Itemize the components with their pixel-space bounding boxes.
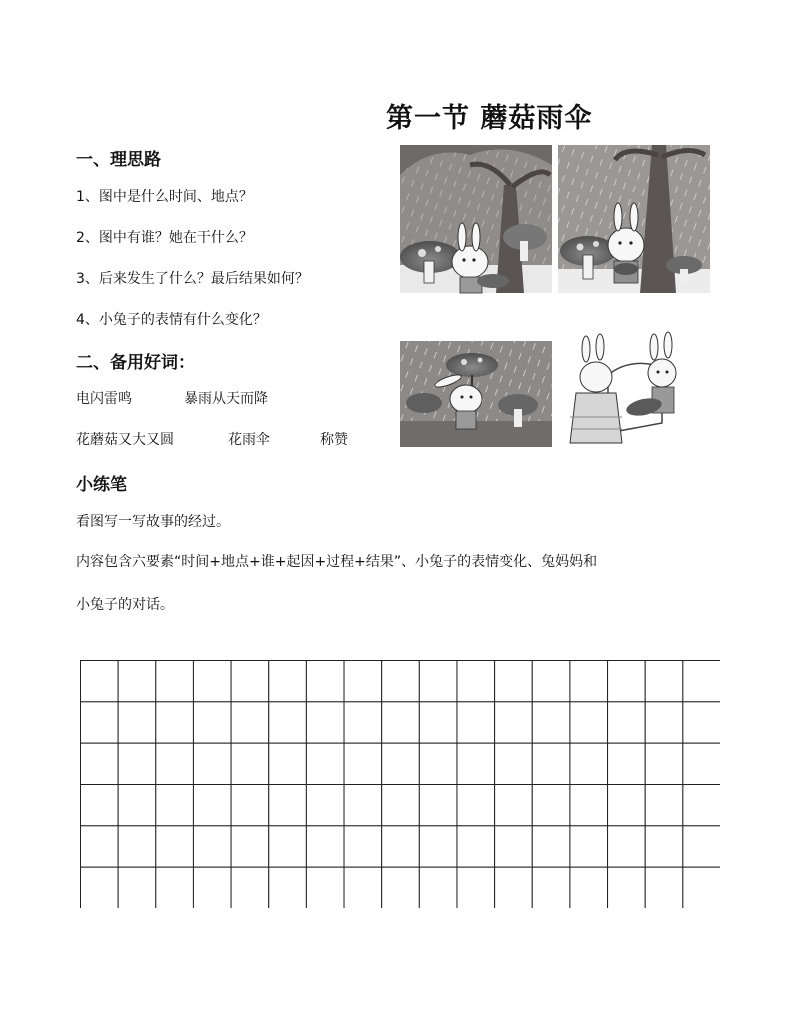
writing-grid-cell[interactable] [344, 867, 382, 908]
writing-grid-cell[interactable] [382, 867, 420, 908]
section-heading-vocabulary: 二、备用好词： [76, 353, 195, 373]
writing-grid-cell[interactable] [193, 702, 231, 743]
writing-grid-cell[interactable] [495, 785, 533, 826]
writing-grid-cell[interactable] [382, 661, 420, 702]
panel-mother-and-rabbit [558, 332, 710, 447]
writing-grid-cell[interactable] [306, 826, 344, 867]
writing-grid-cell[interactable] [570, 826, 608, 867]
writing-grid-cell[interactable] [306, 785, 344, 826]
vocab-word-5: 称赞 [320, 432, 348, 448]
practice-instruction: 看图写一写故事的经过。 [76, 514, 230, 530]
writing-grid-cell[interactable] [532, 661, 570, 702]
writing-grid-cell[interactable] [231, 867, 269, 908]
writing-grid-cell[interactable] [156, 867, 194, 908]
writing-grid-cell[interactable] [81, 785, 119, 826]
writing-grid-cell[interactable] [193, 743, 231, 784]
writing-grid-cell[interactable] [495, 867, 533, 908]
vocab-word-1: 电闪雷鸣 [76, 391, 132, 407]
writing-grid-cell[interactable] [344, 661, 382, 702]
writing-grid-cell[interactable] [532, 785, 570, 826]
writing-grid-cell[interactable] [156, 785, 194, 826]
writing-grid-cell[interactable] [231, 661, 269, 702]
writing-grid-cell[interactable] [156, 743, 194, 784]
writing-grid-cell[interactable] [269, 867, 307, 908]
writing-grid-cell[interactable] [269, 743, 307, 784]
writing-grid-cell[interactable] [608, 661, 646, 702]
writing-grid-cell[interactable] [683, 826, 720, 867]
writing-grid-cell[interactable] [495, 826, 533, 867]
question-1: 1、图中是什么时间、地点？ [76, 189, 253, 205]
writing-grid-cell[interactable] [118, 867, 156, 908]
question-3: 3、后来发生了什么？最后结果如何？ [76, 271, 309, 287]
writing-grid-cell[interactable] [683, 785, 720, 826]
writing-grid-cell[interactable] [570, 785, 608, 826]
writing-grid-cell[interactable] [645, 743, 683, 784]
writing-grid-cell[interactable] [495, 661, 533, 702]
writing-grid-cell[interactable] [344, 826, 382, 867]
writing-grid-cell[interactable] [231, 785, 269, 826]
writing-grid-cell[interactable] [344, 702, 382, 743]
vocab-word-2: 暴雨从天而降 [184, 391, 268, 407]
writing-grid-cell[interactable] [306, 661, 344, 702]
story-illustration [400, 145, 710, 447]
writing-grid-cell[interactable] [532, 826, 570, 867]
writing-grid-cell[interactable] [419, 785, 457, 826]
page-title: 第一节 蘑菇雨伞 [386, 103, 593, 134]
writing-grid-cell[interactable] [156, 702, 194, 743]
writing-grid-cell[interactable] [570, 867, 608, 908]
writing-grid-cell[interactable] [382, 743, 420, 784]
writing-grid-cell[interactable] [457, 661, 495, 702]
writing-grid-cell[interactable] [457, 785, 495, 826]
writing-grid-cell[interactable] [231, 702, 269, 743]
writing-grid-cell[interactable] [269, 826, 307, 867]
writing-grid-cell[interactable] [193, 826, 231, 867]
writing-grid-cell[interactable] [306, 867, 344, 908]
writing-grid-cell[interactable] [419, 702, 457, 743]
panel-rabbit-in-rain [558, 145, 710, 293]
writing-grid-cell[interactable] [118, 702, 156, 743]
section-heading-practice: 小练笔 [76, 475, 127, 495]
writing-grid-cell[interactable] [156, 661, 194, 702]
writing-grid-cell[interactable] [231, 743, 269, 784]
writing-grid-cell[interactable] [419, 867, 457, 908]
vocab-word-3: 花蘑菇又大又圆 [76, 432, 174, 448]
writing-grid-cell[interactable] [645, 702, 683, 743]
writing-grid-cell[interactable] [269, 661, 307, 702]
writing-grid-cell[interactable] [457, 743, 495, 784]
section-heading-outline: 一、理思路 [76, 150, 161, 170]
writing-grid-cell[interactable] [118, 661, 156, 702]
writing-grid-cell[interactable] [306, 743, 344, 784]
writing-grid-cell[interactable] [269, 785, 307, 826]
writing-grid-cell[interactable] [608, 743, 646, 784]
question-4: 4、小兔子的表情有什么变化？ [76, 312, 267, 328]
writing-grid-cell[interactable] [570, 702, 608, 743]
writing-grid-cell[interactable] [608, 867, 646, 908]
writing-grid-cell[interactable] [457, 826, 495, 867]
writing-grid-cell[interactable] [306, 702, 344, 743]
writing-grid-cell[interactable] [81, 702, 119, 743]
writing-grid-cell[interactable] [118, 826, 156, 867]
writing-grid-cell[interactable] [382, 826, 420, 867]
panel-rabbit-with-mushroom-umbrella [400, 341, 552, 447]
writing-grid-cell[interactable] [457, 702, 495, 743]
writing-grid-cell[interactable] [645, 826, 683, 867]
writing-grid-cell[interactable] [495, 743, 533, 784]
writing-grid-cell[interactable] [269, 702, 307, 743]
writing-grid-cell[interactable] [683, 867, 720, 908]
writing-grid-cell[interactable] [81, 661, 119, 702]
writing-grid-cell[interactable] [382, 702, 420, 743]
question-2: 2、图中有谁？她在干什么？ [76, 230, 253, 246]
writing-grid-cell[interactable] [81, 867, 119, 908]
writing-grid-cell[interactable] [532, 867, 570, 908]
writing-grid-cell[interactable] [156, 826, 194, 867]
writing-grid-cell[interactable] [608, 826, 646, 867]
writing-grid-cell[interactable] [645, 785, 683, 826]
writing-grid-cell[interactable] [645, 867, 683, 908]
writing-grid-cell[interactable] [495, 702, 533, 743]
writing-grid-cell[interactable] [608, 785, 646, 826]
writing-grid-cell[interactable] [419, 743, 457, 784]
writing-grid-cell[interactable] [608, 702, 646, 743]
panel-rabbit-finds-mushroom [400, 145, 552, 293]
writing-grid-cell[interactable] [645, 661, 683, 702]
writing-grid-cell[interactable] [570, 743, 608, 784]
writing-grid-cell[interactable] [683, 702, 720, 743]
writing-grid-cell[interactable] [344, 785, 382, 826]
writing-grid-cell[interactable] [532, 702, 570, 743]
vocab-word-4: 花雨伞 [228, 432, 270, 448]
writing-grid-cell[interactable] [382, 785, 420, 826]
writing-grid-cell[interactable] [419, 826, 457, 867]
practice-requirements-line2: 小兔子的对话。 [76, 597, 174, 613]
writing-grid[interactable] [80, 660, 720, 908]
writing-grid-cell[interactable] [231, 826, 269, 867]
writing-grid-cell[interactable] [570, 661, 608, 702]
writing-grid-cell[interactable] [532, 743, 570, 784]
writing-grid-cell[interactable] [81, 743, 119, 784]
writing-grid-cell[interactable] [193, 661, 231, 702]
writing-grid-cell[interactable] [344, 743, 382, 784]
writing-grid-cell[interactable] [683, 743, 720, 784]
writing-grid-cell[interactable] [457, 867, 495, 908]
writing-grid-cell[interactable] [193, 867, 231, 908]
writing-grid-cell[interactable] [118, 743, 156, 784]
writing-grid-cell[interactable] [193, 785, 231, 826]
writing-grid-cell[interactable] [683, 661, 720, 702]
writing-grid-cell[interactable] [118, 785, 156, 826]
writing-grid-cell[interactable] [419, 661, 457, 702]
practice-requirements-line1: 内容包含六要素“时间+地点+谁+起因+过程+结果”、小兔子的表情变化、兔妈妈和 [76, 554, 598, 570]
writing-grid-cell[interactable] [81, 826, 119, 867]
